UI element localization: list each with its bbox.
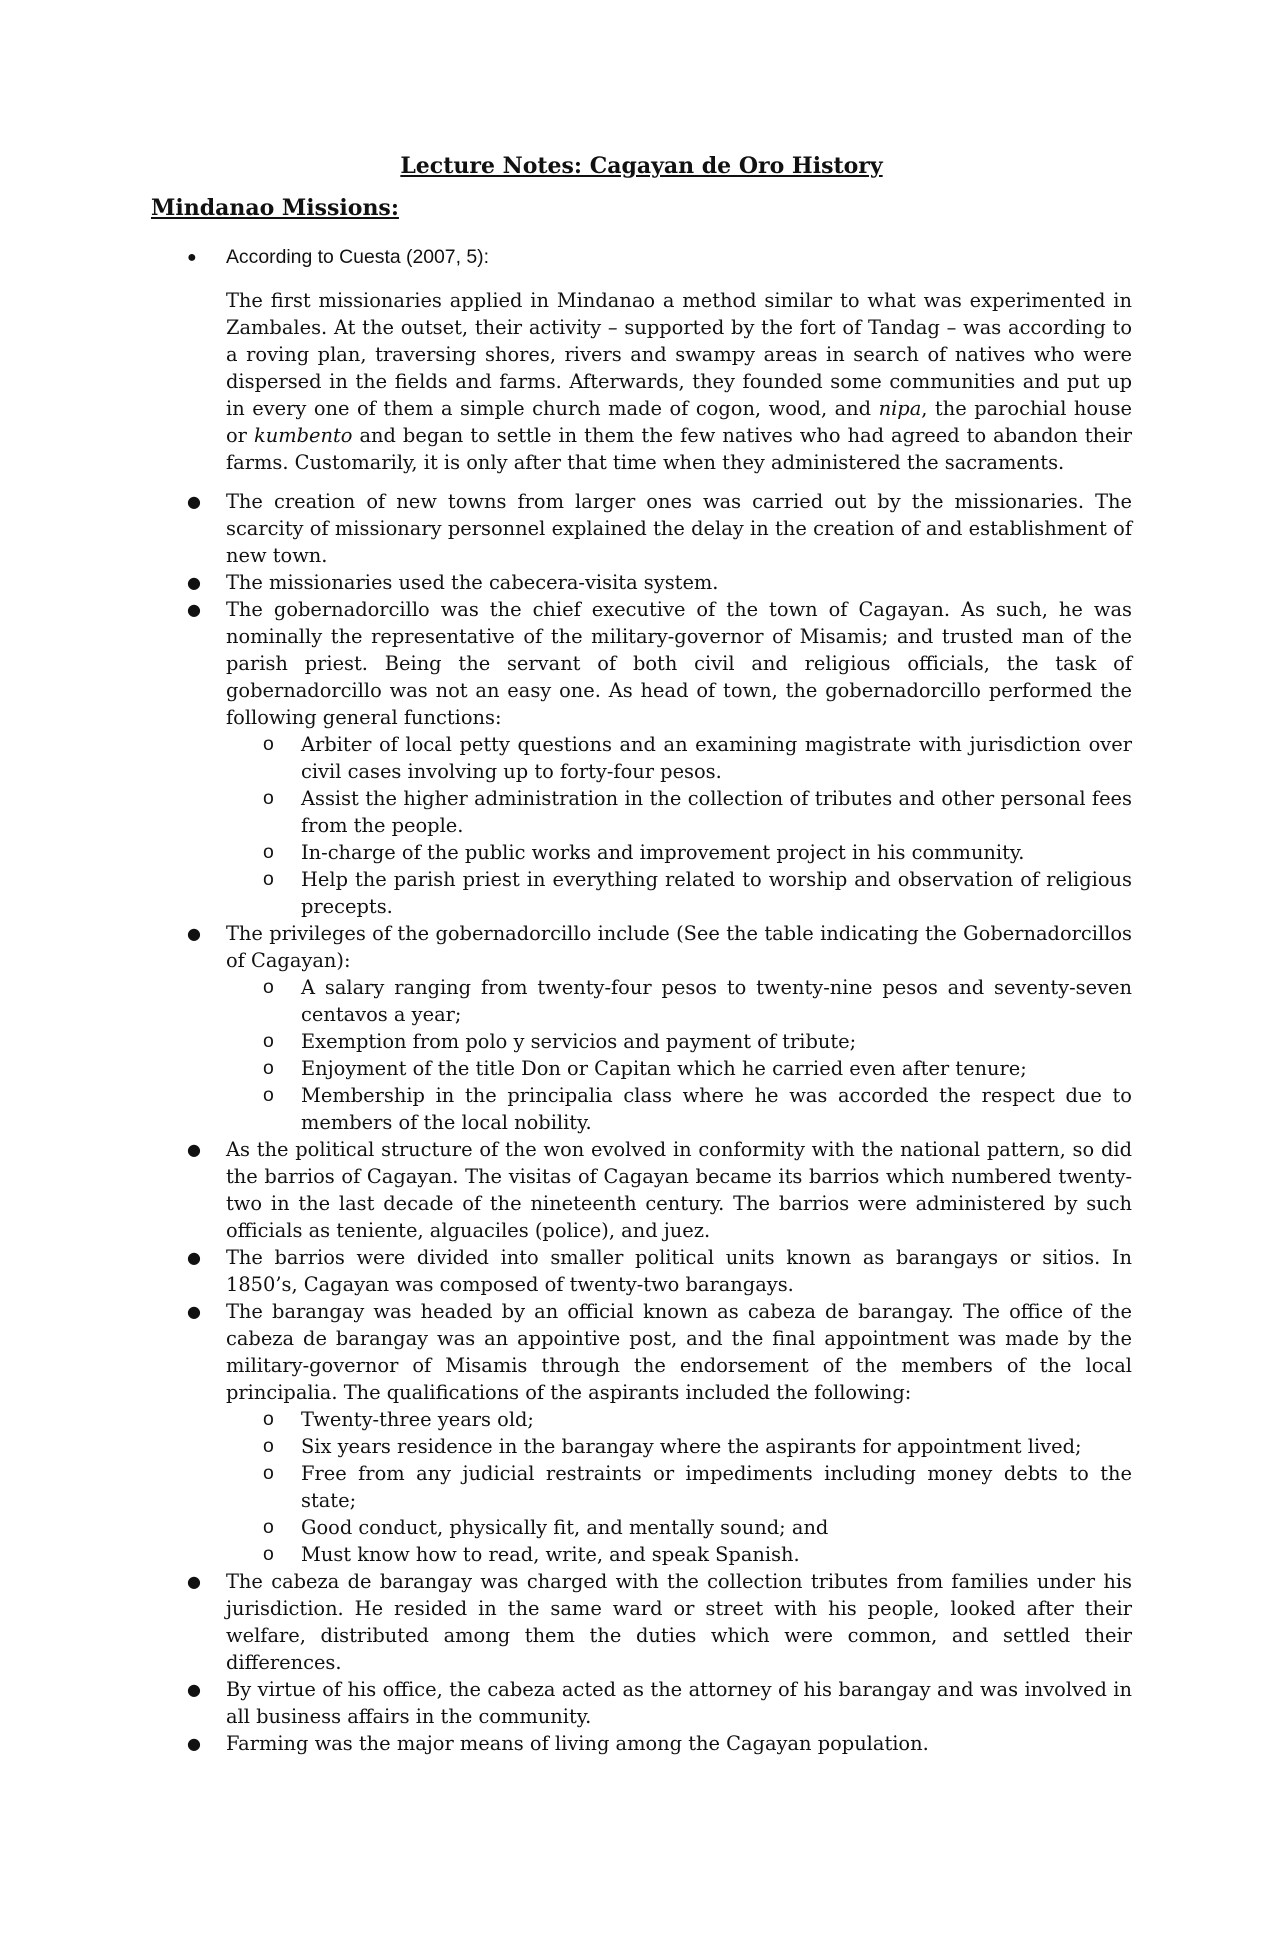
bullet-icon: ● bbox=[187, 1140, 201, 1159]
bullet-icon: ● bbox=[187, 1734, 201, 1753]
circle-bullet-icon: o bbox=[263, 1084, 274, 1106]
list-item-text: The cabeza de barangay was charged with the collection tributes from families under his jurisdiction. He resided in the same ward or street with his people, looked after their welfare, distributed among them the duties which were common, and settled their differences. bbox=[226, 1570, 1132, 1674]
list-item-text: The barrios were divided into smaller political units known as barangays or sitios. In 1850’s, Cagayan was composed of twenty-two barangays. bbox=[226, 1246, 1132, 1296]
list-item-text: The privileges of the gobernadorcillo include (See the table indicating the Gobernadorcillos of Cagayan): bbox=[226, 922, 1132, 972]
block-quote bbox=[151, 287, 1132, 476]
list-item bbox=[151, 1676, 1132, 1730]
intro-bullet bbox=[151, 244, 1132, 271]
bullet-icon: ● bbox=[187, 573, 201, 592]
list-item-text: As the political structure of the won evolved in conformity with the national pattern, so did the barrios of Cagayan. The visitas of Cagayan became its barrios which numbered twenty-two in the last decade of the nineteenth century. The barrios were administered by such officials as teniente, alguaciles (police), and juez. bbox=[226, 1138, 1132, 1242]
bullet-icon: ● bbox=[187, 1248, 201, 1267]
bullet-icon: ● bbox=[187, 492, 201, 511]
sub-list-item-text: In-charge of the public works and improvement project in his community. bbox=[301, 841, 1025, 864]
quote-part-3: and began to settle in them the few natives who had agreed to abandon their farms. Customarily, it is only after that time when they administered the sacraments. bbox=[226, 424, 1132, 474]
bullet-icon: ● bbox=[187, 1680, 201, 1699]
sub-list-item-text: Arbiter of local petty questions and an examining magistrate with jurisdiction over civil cases involving up to forty-four pesos. bbox=[301, 733, 1132, 783]
sub-list-item bbox=[226, 974, 1132, 1028]
circle-bullet-icon: o bbox=[263, 1057, 274, 1079]
page-title: Lecture Notes: Cagayan de Oro History bbox=[400, 153, 883, 179]
sub-list-item bbox=[226, 731, 1132, 785]
list-item-text: The barangay was headed by an official known as cabeza de barangay. The office of the cabeza de barangay was an appointive post, and the final appointment was made by the military-governor of Misamis through the endorsement of the members of the local principalia. The qualifications of the aspirants included the following: bbox=[226, 1300, 1132, 1404]
circle-bullet-icon: o bbox=[263, 976, 274, 998]
section-heading: Mindanao Missions: bbox=[151, 195, 399, 221]
sub-list-item-text: Help the parish priest in everything related to worship and observation of religious precepts. bbox=[301, 868, 1132, 918]
sub-list-item bbox=[226, 1460, 1132, 1514]
bullet-icon: ● bbox=[187, 600, 201, 619]
sub-list-item-text: Must know how to read, write, and speak Spanish. bbox=[301, 1543, 800, 1566]
list-item bbox=[151, 1568, 1132, 1676]
circle-bullet-icon: o bbox=[263, 1030, 274, 1052]
sub-list-item bbox=[226, 785, 1132, 839]
sub-list-item bbox=[226, 1541, 1132, 1568]
sub-list bbox=[226, 1406, 1132, 1568]
list-item-text: Farming was the major means of living among the Cagayan population. bbox=[226, 1732, 929, 1755]
circle-bullet-icon: o bbox=[263, 841, 274, 863]
list-item bbox=[151, 1730, 1132, 1757]
circle-bullet-icon: o bbox=[263, 1543, 274, 1565]
circle-bullet-icon: o bbox=[263, 1516, 274, 1538]
intro-text: According to Cuesta (2007, 5): bbox=[226, 246, 489, 268]
list-item-text: The creation of new towns from larger ones was carried out by the missionaries. The scarcity of missionary personnel explained the delay in the creation of and establishment of new town. bbox=[226, 490, 1132, 567]
sub-list-item bbox=[226, 1514, 1132, 1541]
circle-bullet-icon: o bbox=[263, 1462, 274, 1484]
list-item bbox=[151, 596, 1132, 920]
list-item bbox=[151, 488, 1132, 569]
bullet-list bbox=[151, 244, 1132, 271]
bullet-icon: ● bbox=[187, 1572, 201, 1591]
sub-list bbox=[226, 974, 1132, 1136]
list-item bbox=[151, 1298, 1132, 1568]
sub-list-item bbox=[226, 1406, 1132, 1433]
sub-list-item-text: Enjoyment of the title Don or Capitan which he carried even after tenure; bbox=[301, 1057, 1027, 1080]
sub-list-item bbox=[226, 1028, 1132, 1055]
circle-bullet-icon: o bbox=[263, 733, 274, 755]
quote-italic-2: kumbento bbox=[253, 424, 353, 447]
quote-part-1: The first missionaries applied in Mindanao a method similar to what was experimented in Zambales. At the outset, their activity – supported by the fort of Tandag – was according to a roving plan, traversing shores, rivers and swampy areas in search of natives who were dispersed in the fields and farms. Afterwards, they founded some communities and put up in every one of them a simple church made of cogon, wood, and bbox=[226, 289, 1132, 420]
sub-list-item bbox=[226, 1082, 1132, 1136]
quote-part-2: , the parochial house or bbox=[226, 397, 1133, 447]
quote-italic-1: nipa bbox=[878, 397, 922, 420]
list-item-text: By virtue of his office, the cabeza acted as the attorney of his barangay and was involved in all business affairs in the community. bbox=[226, 1678, 1132, 1728]
bullet-icon: ● bbox=[187, 924, 201, 943]
sub-list-item-text: A salary ranging from twenty-four pesos to twenty-nine pesos and seventy-seven centavos a year; bbox=[301, 976, 1132, 1026]
sub-list-item-text: Membership in the principalia class where he was accorded the respect due to members of the local nobility. bbox=[301, 1084, 1132, 1134]
sub-list-item bbox=[226, 866, 1132, 920]
bullet-icon: ● bbox=[187, 249, 197, 266]
main-bullet-list bbox=[151, 488, 1132, 1757]
sub-list bbox=[226, 731, 1132, 920]
sub-list-item-text: Free from any judicial restraints or impediments including money debts to the state; bbox=[301, 1462, 1132, 1512]
sub-list-item-text: Twenty-three years old; bbox=[301, 1408, 534, 1431]
list-item bbox=[151, 1244, 1132, 1298]
list-item bbox=[151, 1136, 1132, 1244]
circle-bullet-icon: o bbox=[263, 1435, 274, 1457]
bullet-icon: ● bbox=[187, 1302, 201, 1321]
sub-list-item bbox=[226, 839, 1132, 866]
circle-bullet-icon: o bbox=[263, 787, 274, 809]
circle-bullet-icon: o bbox=[263, 868, 274, 890]
list-item bbox=[151, 569, 1132, 596]
sub-list-item-text: Assist the higher administration in the collection of tributes and other personal fees from the people. bbox=[301, 787, 1132, 837]
list-item bbox=[151, 920, 1132, 1136]
sub-list-item-text: Good conduct, physically fit, and mentally sound; and bbox=[301, 1516, 829, 1539]
list-item-text: The missionaries used the cabecera-visita system. bbox=[226, 571, 719, 594]
sub-list-item-text: Six years residence in the barangay where the aspirants for appointment lived; bbox=[301, 1435, 1082, 1458]
list-item-text: The gobernadorcillo was the chief executive of the town of Cagayan. As such, he was nominally the representative of the military-governor of Misamis; and trusted man of the parish priest. Being the servant of both civil and religious officials, the task of gobernadorcillo was not an easy one. As head of town, the gobernadorcillo performed the following general functions: bbox=[226, 598, 1132, 729]
sub-list-item-text: Exemption from polo y servicios and payment of tribute; bbox=[301, 1030, 857, 1053]
circle-bullet-icon: o bbox=[263, 1408, 274, 1430]
sub-list-item bbox=[226, 1055, 1132, 1082]
sub-list-item bbox=[226, 1433, 1132, 1460]
